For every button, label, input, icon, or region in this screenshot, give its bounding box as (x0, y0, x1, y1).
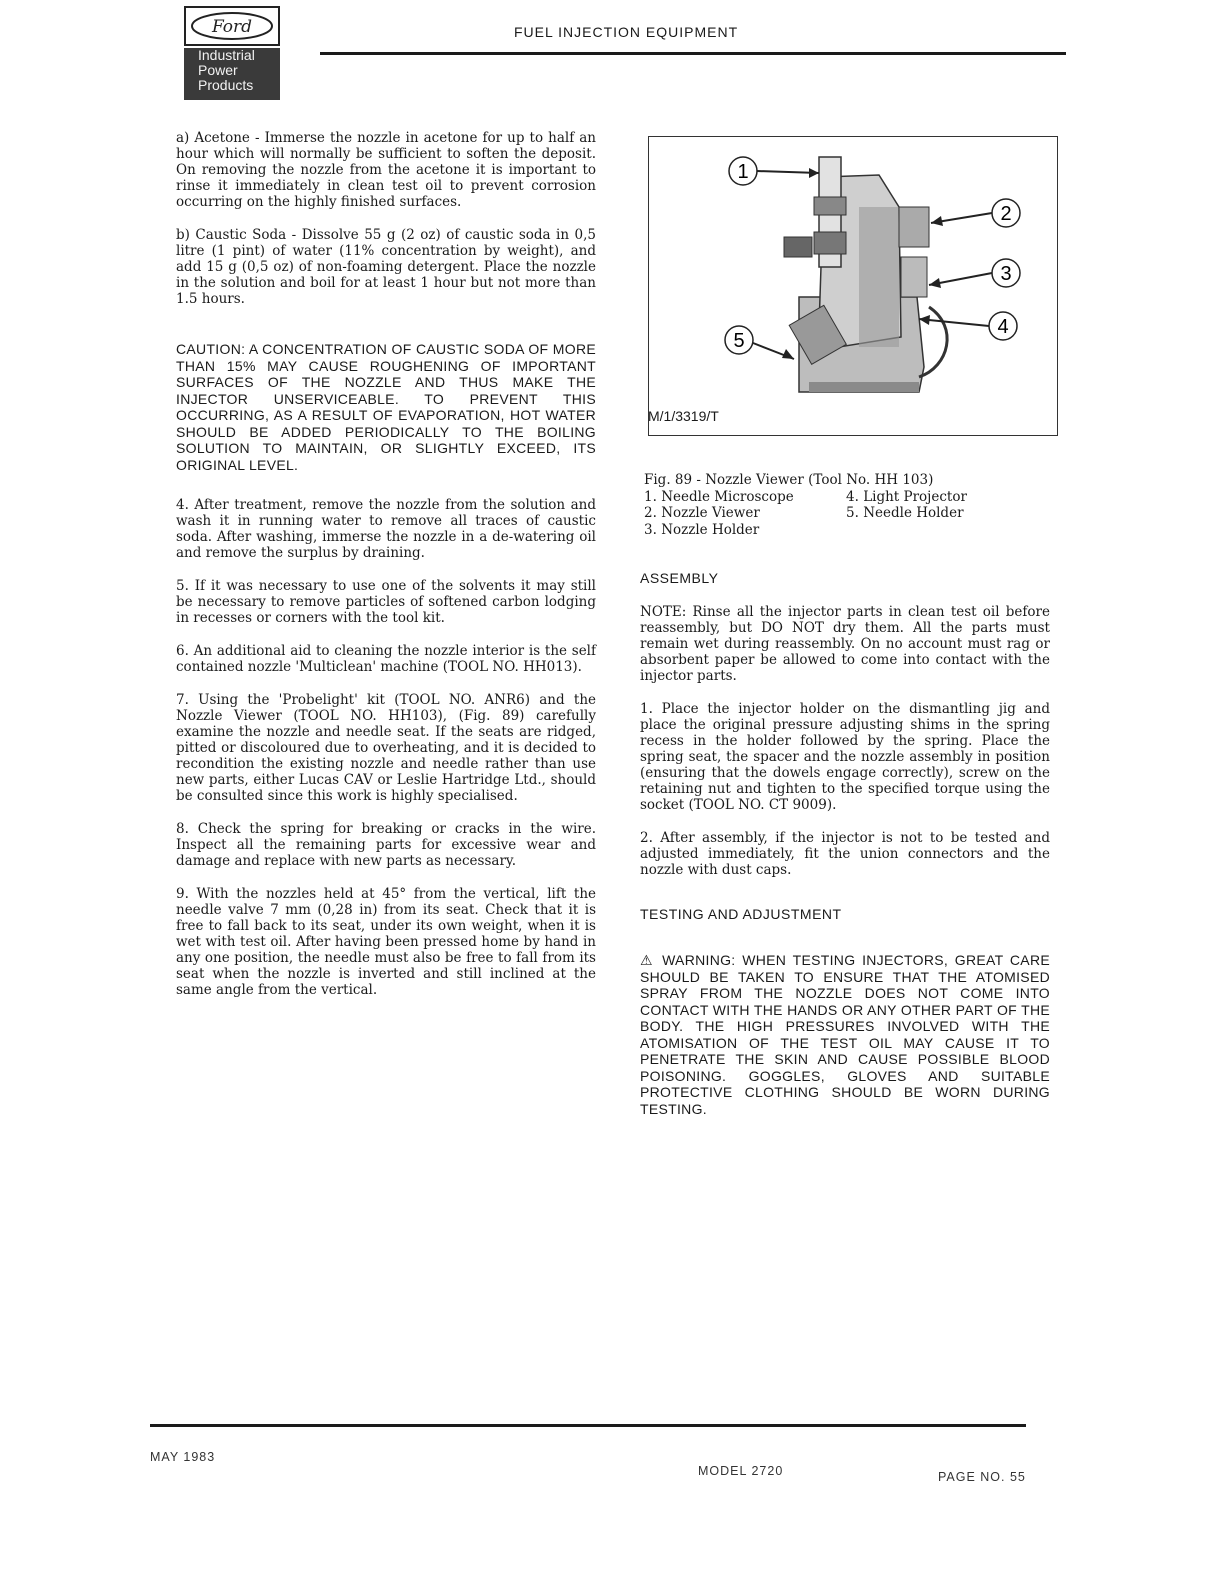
logo-line-1: Industrial (198, 47, 255, 63)
warning-notice: ⚠ WARNING: WHEN TESTING INJECTORS, GREAT CARE SHOULD BE TAKEN TO ENSURE THAT THE ATOMISED SPRAY FROM THE NOZZLE DOES NOT COME INTO CONTACT WITH THE HANDS OR ANY OTHER PART OF THE BODY. THE HIGH PRESSURES INVOLVED WITH THE ATOMISATION OF THE TEST OIL MAY CAUSE IT TO PENETRATE THE SKIN AND CAUSE POSSIBLE BLOOD POISONING. GOGGLES, GLOVES AND SUITABLE PROTECTIVE CLOTHING SHOULD BE WORN DURING TESTING. (640, 952, 1050, 1117)
step-8: 8. Check the spring for breaking or cracks in the wire. Inspect all the remaining parts for excessive wear and damage and replace with new parts as necessary. (176, 821, 596, 869)
footer-page-number: PAGE NO. 55 (938, 1470, 1026, 1484)
assembly-note: NOTE: Rinse all the injector parts in clean test oil before reassembly, but DO NOT dry them. All the parts must remain wet during reassembly. On no account must rag or absorbent paper be allowed to come into contact with the injector parts. (640, 604, 1050, 684)
para-acetone: a) Acetone - Immerse the nozzle in acetone for up to half an hour which will normally be sufficient to soften the deposit. On removing the nozzle from the acetone it is important to rinse it immediately in clean test oil to prevent corrosion occurring on the highly finished surfaces. (176, 130, 596, 210)
figure-caption (644, 472, 1024, 538)
assembly-step-1: 1. Place the injector holder on the dismantling jig and place the original pressure adjusting shims in the spring recess in the holder followed by the spring. Place the spring seat, the spacer and the nozzle assembly in position (ensuring that the dowels engage correctly), screw on the retaining nut and tighten to the specified torque using the socket (TOOL NO. CT 9009). (640, 701, 1050, 813)
logo-division-block (184, 48, 280, 100)
caption-title: Fig. 89 - Nozzle Viewer (Tool No. HH 103) (644, 472, 934, 488)
caption-item-3-num: 3. (644, 521, 657, 538)
step-6: 6. An additional aid to cleaning the nozzle interior is the self contained nozzle 'Multiclean' machine (TOOL NO. HH013). (176, 643, 596, 675)
caption-item-2-name: Nozzle Viewer (661, 505, 760, 521)
header-rule (320, 52, 1066, 55)
callout-5: 5 (733, 330, 745, 352)
step-7: 7. Using the 'Probelight' kit (TOOL NO. ANR6) and the Nozzle Viewer (TOOL NO. HH103), (Fig. 89) carefully examine the nozzle and needle seat. If the seats are ridged, pitted or discoloured due to overheating, and it is decided to recondition the existing nozzle and needle rather than use new parts, either Lucas CAV or Leslie Hartridge Ltd., should be consulted since this work is highly specialised. (176, 692, 596, 804)
ford-logo (184, 6, 280, 96)
caption-item-2-num: 2. (644, 505, 657, 521)
callout-2: 2 (1000, 203, 1012, 225)
step-5: 5. If it was necessary to use one of the solvents it may still be necessary to remove particles of softened carbon lodging in recesses or corners with the tool kit. (176, 578, 596, 626)
nozzle-viewer-illustration (649, 137, 1057, 435)
step-9: 9. With the nozzles held at 45° from the vertical, lift the needle valve 7 mm (0,28 in) from its seat. Check that it is free to fall back to its seat, under its own weight, when it is wet with test oil. After having been pressed home by hand in any one position, the needle must also be free to fall from its seat when the nozzle is inverted and still inclined at the same angle from the vertical. (176, 886, 596, 998)
caption-row (644, 505, 1024, 522)
caption-item-5-num: 5. (846, 505, 859, 521)
right-column (640, 570, 1050, 1134)
callout-4: 4 (997, 316, 1009, 338)
footer-model: MODEL 2720 (698, 1464, 784, 1478)
para-caustic-soda: b) Caustic Soda - Dissolve 55 g (2 oz) of caustic soda in 0,5 litre (1 pint) of water (11% concentration by weight), and add 15 g (0,5 oz) of non-foaming detergent. Place the nozzle in the solution and boil for at least 1 hour but not more than 1.5 hours. (176, 227, 596, 307)
caption-item-1-num: 1. (644, 488, 657, 505)
caption-item-5-name: Needle Holder (863, 505, 964, 521)
caution-notice: CAUTION: A CONCENTRATION OF CAUSTIC SODA OF MORE THAN 15% MAY CAUSE ROUGHENING OF IMPORTANT SURFACES OF THE NOZZLE AND THUS MAKE THE INJECTOR UNSERVICEABLE. TO PREVENT THIS OCCURRING, AS A RESULT OF EVAPORATION, HOT WATER SHOULD BE ADDED PERIODICALLY TO THE BOILING SOLUTION TO MAINTAIN, OR SLIGHTLY EXCEED, ITS ORIGINAL LEVEL. (176, 341, 596, 473)
assembly-step-2: 2. After assembly, if the injector is not to be tested and adjusted immediately, fit the union connectors and the nozzle with dust caps. (640, 830, 1050, 878)
logo-line-3: Products (198, 77, 254, 93)
assembly-heading: ASSEMBLY (640, 570, 719, 586)
caption-row (644, 522, 1024, 539)
caption-item-4-name: Light Projector (863, 488, 967, 505)
footer-rule (150, 1424, 1026, 1427)
caption-row (644, 489, 1024, 506)
page-header-title: FUEL INJECTION EQUIPMENT (514, 24, 739, 40)
caption-item-4-num: 4. (846, 488, 859, 505)
callout-3: 3 (1000, 263, 1012, 285)
figure-nozzle-viewer (648, 136, 1058, 436)
step-4: 4. After treatment, remove the nozzle from the solution and wash it in running water to remove all traces of caustic soda. After washing, immerse the nozzle in a de-watering oil and remove the surplus by draining. (176, 497, 596, 561)
logo-line-2: Power (198, 62, 238, 78)
testing-heading: TESTING AND ADJUSTMENT (640, 906, 842, 922)
figure-reference-label: M/1/3319/T (648, 408, 719, 424)
caption-item-1-name: Needle Microscope (661, 488, 794, 505)
logo-brand-text: Ford (211, 17, 253, 37)
footer-date: MAY 1983 (150, 1450, 216, 1464)
ford-oval-icon (186, 8, 278, 44)
ford-oval-box (184, 6, 280, 46)
callout-1: 1 (737, 161, 749, 183)
left-column (176, 130, 596, 1015)
caption-item-3-name: Nozzle Holder (661, 521, 760, 538)
